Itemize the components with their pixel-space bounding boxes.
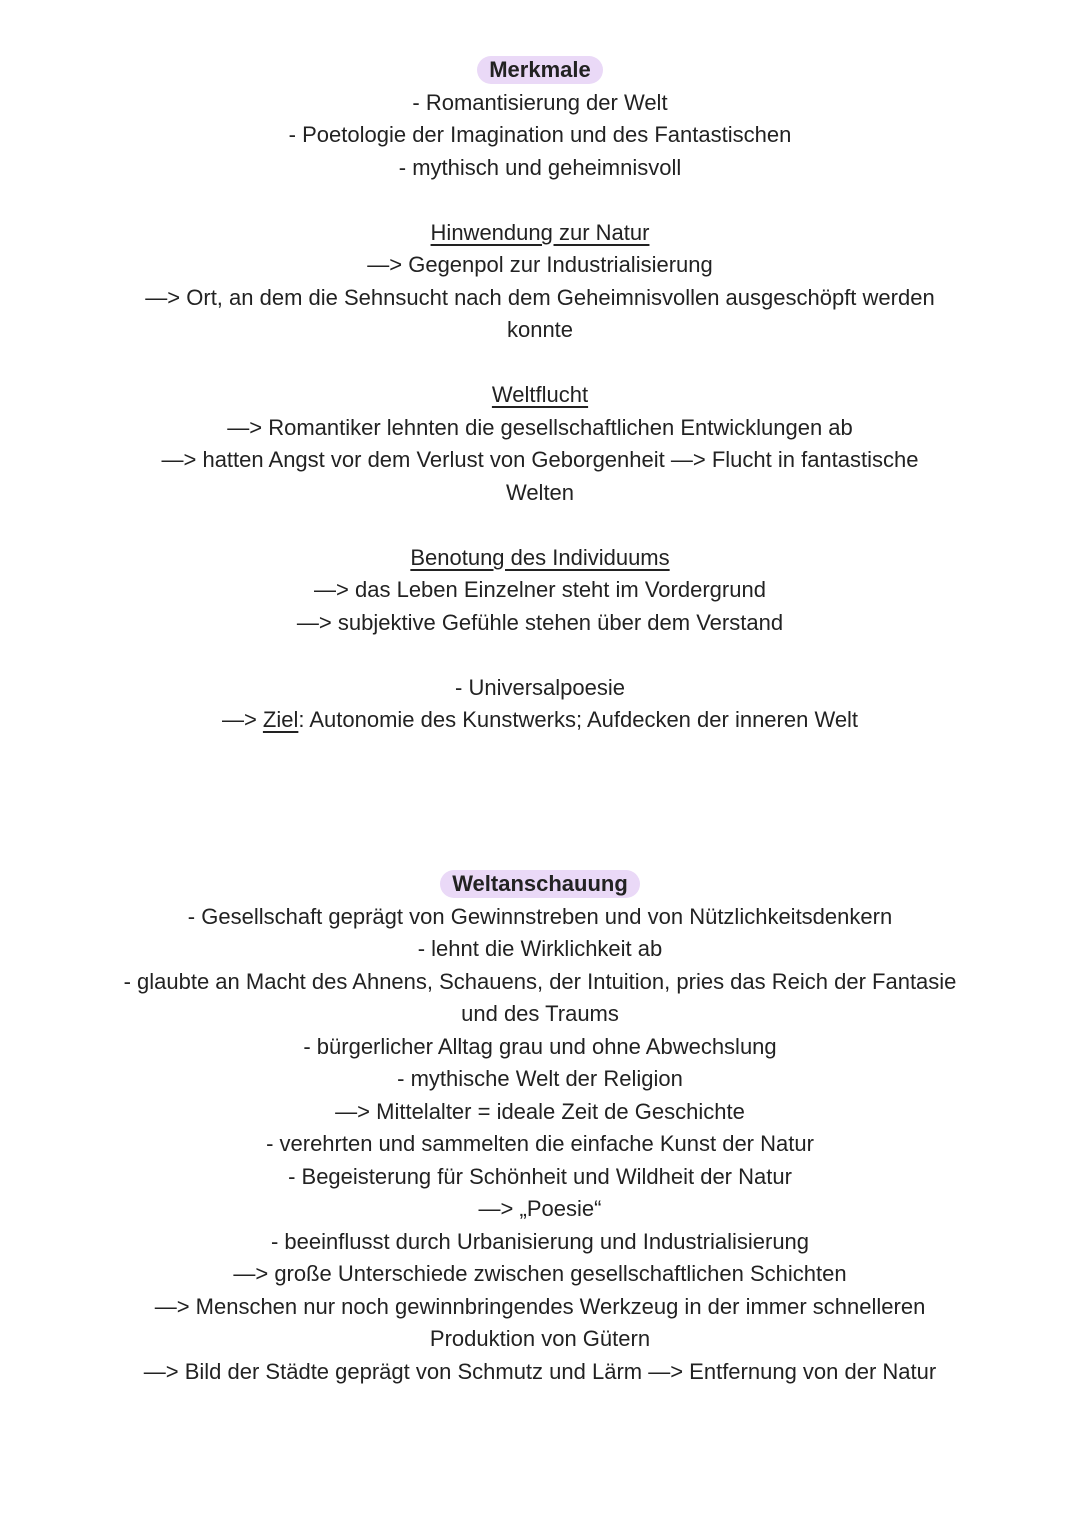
natur-subheading: Hinwendung zur Natur	[430, 219, 650, 245]
weltanschauung-line: —> „Poesie“	[478, 1196, 602, 1221]
weltanschauung-line: - bürgerlicher Alltag grau und ohne Abwechslung	[303, 1033, 777, 1059]
weltanschauung-section	[60, 868, 1020, 1388]
merkmale-line: - Poetologie der Imagination und des Fantastischen	[288, 122, 792, 147]
weltflucht-line: —> Romantiker lehnten die gesellschaftlichen Entwicklungen ab	[227, 414, 853, 440]
weltanschauung-line: - glaubte an Macht des Ahnens, Schauens, der Intuition, pries das Reich der Fantasie	[123, 968, 957, 994]
weltanschauung-line: - Begeisterung für Schönheit und Wildheit der Natur	[288, 1163, 792, 1189]
natur-line: konnte	[506, 317, 574, 342]
weltanschauung-line: —> große Unterschiede zwischen gesellschaftlichen Schichten	[233, 1261, 847, 1286]
universalpoesie-line: - Universalpoesie	[455, 674, 625, 700]
individuum-line: —> subjektive Gefühle stehen über dem Verstand	[296, 609, 784, 635]
goal-text: : Autonomie des Kunstwerks; Aufdecken der inneren Welt	[298, 707, 859, 732]
weltflucht-line: —> hatten Angst vor dem Verlust von Geborgenheit —> Flucht in fantastische	[161, 447, 919, 472]
weltanschauung-line: —> Bild der Städte geprägt von Schmutz und Lärm —> Entfernung von der Natur	[143, 1358, 937, 1384]
merkmale-line: - Romantisierung der Welt	[412, 89, 668, 115]
weltanschauung-line: - verehrten und sammelten die einfache Kunst der Natur	[266, 1131, 814, 1156]
natur-line: —> Gegenpol zur Industrialisierung	[367, 252, 713, 277]
goal-prefix: —>	[221, 707, 263, 732]
weltanschauung-heading: Weltanschauung	[440, 870, 640, 898]
merkmale-heading: Merkmale	[477, 56, 603, 84]
weltanschauung-line: Produktion von Gütern	[429, 1326, 651, 1351]
natur-line: —> Ort, an dem die Sehnsucht nach dem Geheimnisvollen ausgeschöpft werden	[145, 284, 935, 310]
weltanschauung-line: - Gesellschaft geprägt von Gewinnstreben und von Nützlichkeitsdenkern	[187, 903, 893, 929]
goal-label: Ziel	[262, 707, 299, 732]
weltanschauung-line: —> Mittelalter = ideale Zeit de Geschichte	[335, 1098, 745, 1124]
merkmale-line: - mythisch und geheimnisvoll	[398, 154, 682, 180]
weltanschauung-line: - beeinflusst durch Urbanisierung und Industrialisierung	[270, 1228, 810, 1254]
individuum-line: —> das Leben Einzelner steht im Vordergrund	[314, 577, 766, 602]
weltanschauung-line: —> Menschen nur noch gewinnbringendes Werkzeug in der immer schnelleren	[154, 1293, 926, 1319]
weltanschauung-line: - mythische Welt der Religion	[397, 1066, 683, 1091]
weltflucht-line: Welten	[505, 479, 575, 505]
weltanschauung-line: - lehnt die Wirklichkeit ab	[417, 936, 663, 961]
merkmale-section	[60, 54, 1020, 737]
weltflucht-subheading: Weltflucht	[491, 382, 589, 407]
individuum-subheading: Benotung des Individuums	[410, 544, 670, 570]
goal-line	[60, 704, 1020, 737]
weltanschauung-line: und des Traums	[461, 1001, 619, 1026]
